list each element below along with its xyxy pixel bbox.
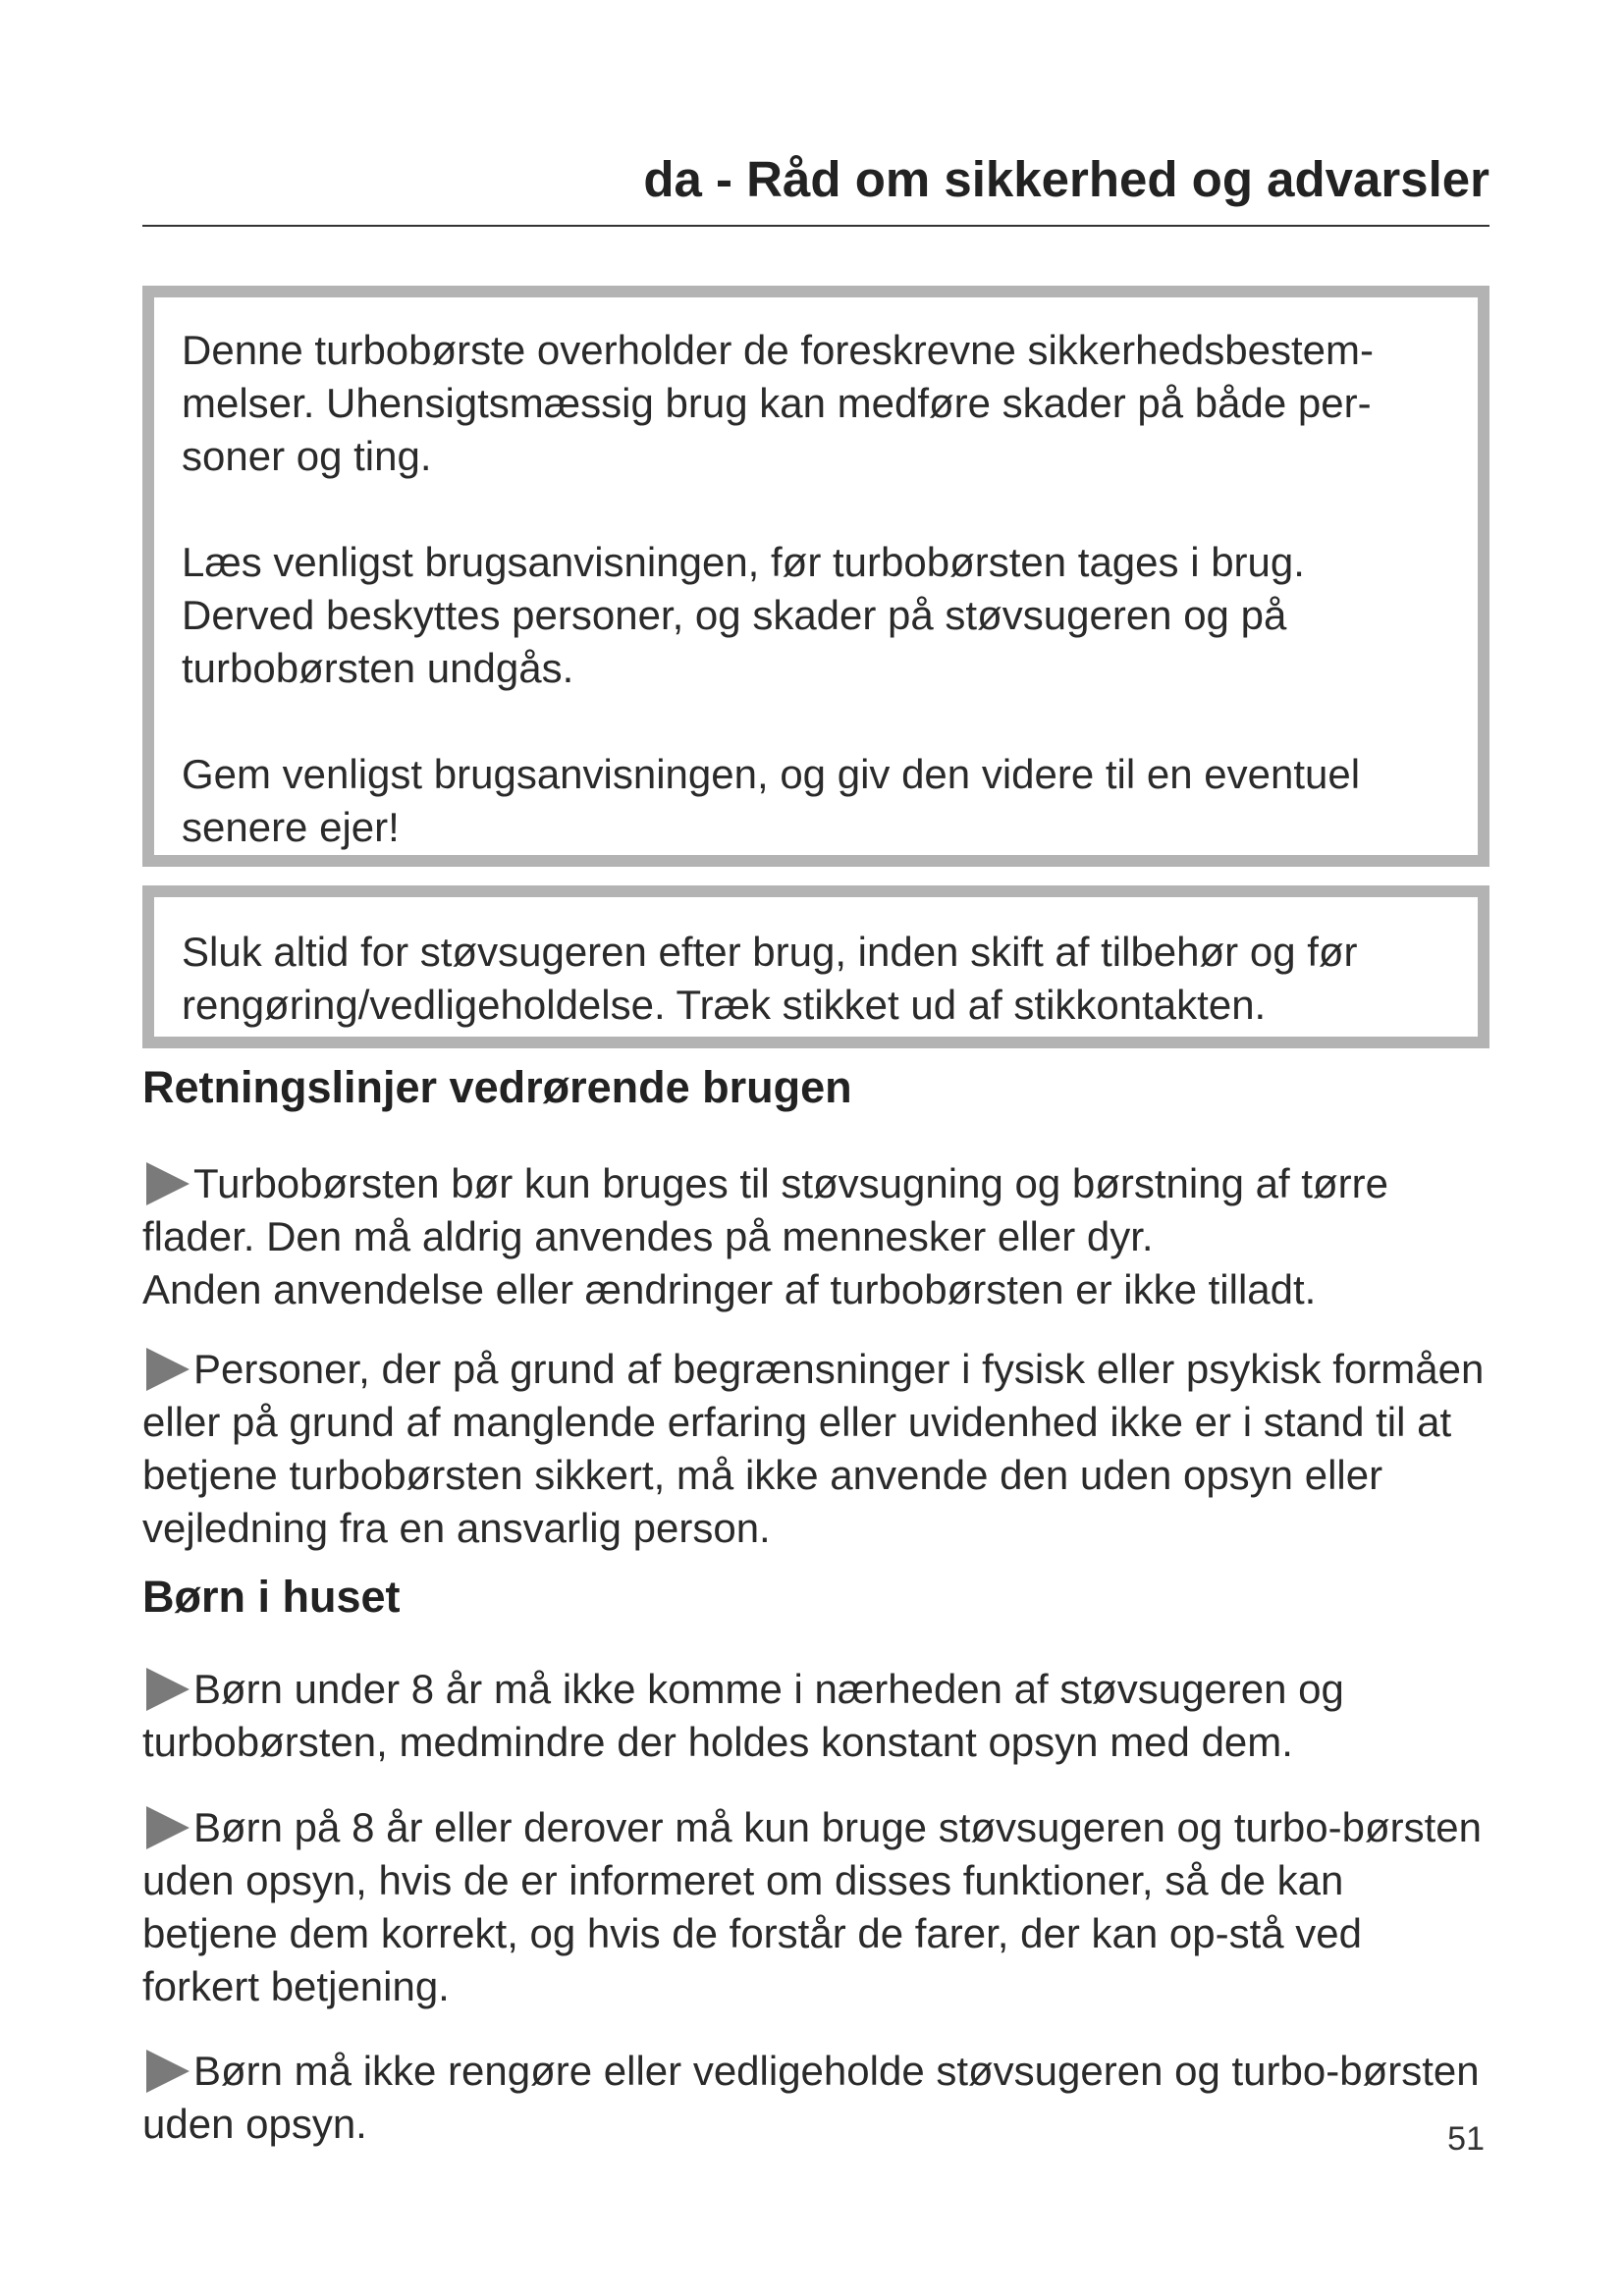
item-text-content: Børn under 8 år må ikke komme i nærheden af støvsugeren og turbobørsten, medmindre der holdes konstant opsyn med dem. <box>142 1666 1344 1765</box>
warning-arrow-icon <box>146 1348 189 1391</box>
item-text-content: Børn på 8 år eller derover må kun bruge støvsugeren og turbo-børsten uden opsyn, hvis de er informeret om disses funktioner, så de kan betjene dem korrekt, og hvis de forstår de farer, der kan op-stå ved forkert betjening. <box>142 1804 1482 2009</box>
list-item <box>142 1157 1489 1316</box>
item-text <box>142 1801 1489 2013</box>
notice-paragraph: Denne turbobørste overholder de foreskrevne sikkerhedsbestem-melser. Uhensigtsmæssig brug kan medføre skader på både per-soner og ting. <box>182 327 1374 479</box>
item-text-content: Personer, der på grund af begrænsninger i fysisk eller psykisk formåen eller på grund af manglende erfaring eller uvidenhed ikke er i stand til at betjene turbobørsten sikkert, må ikke anvende den uden opsyn eller vejledning fra en ansvarlig person. <box>142 1346 1485 1551</box>
section-heading-children: Børn i huset <box>142 1572 401 1622</box>
warning-arrow-icon <box>146 1668 189 1711</box>
item-text <box>142 1343 1489 1555</box>
item-text <box>142 1157 1489 1263</box>
page-number: 51 <box>1447 2120 1485 2158</box>
item-extra-text: Anden anvendelse eller ændringer af turbobørsten er ikke tilladt. <box>142 1266 1317 1312</box>
item-text <box>142 2045 1489 2151</box>
notice-paragraph: Gem venligst brugsanvisningen, og giv den videre til en eventuel senere ejer! <box>182 751 1361 850</box>
page-title: da - Råd om sikkerhed og advarsler <box>643 151 1489 207</box>
list-item <box>142 2045 1489 2151</box>
item-text <box>142 1663 1489 1769</box>
warning-arrow-icon <box>146 1162 189 1205</box>
warning-arrow-icon <box>146 2050 189 2093</box>
notice-paragraph: Læs venligst brugsanvisningen, før turbobørsten tages i brug. Derved beskyttes personer, og skader på støvsugeren og på turbobørsten undgås. <box>182 539 1305 691</box>
item-text-content: Børn må ikke rengøre eller vedligeholde støvsugeren og turbo-børsten uden opsyn. <box>142 2048 1480 2147</box>
notice-paragraph: Sluk altid for støvsugeren efter brug, inden skift af tilbehør og før rengøring/vedligeholdelse. Træk stikket ud af stikkontakten. <box>182 929 1358 1028</box>
unplug-notice-box <box>142 885 1489 1048</box>
list-item <box>142 1343 1489 1555</box>
list-item <box>142 1801 1489 2013</box>
item-text-content: Turbobørsten bør kun bruges til støvsugning og børstning af tørre flader. Den må aldrig anvendes på mennesker eller dyr. <box>142 1160 1388 1259</box>
warning-arrow-icon <box>146 1806 189 1849</box>
list-item <box>142 1663 1489 1769</box>
section-heading-usage: Retningslinjer vedrørende brugen <box>142 1062 852 1112</box>
safety-notice-box <box>142 286 1489 867</box>
header-divider <box>142 225 1489 227</box>
